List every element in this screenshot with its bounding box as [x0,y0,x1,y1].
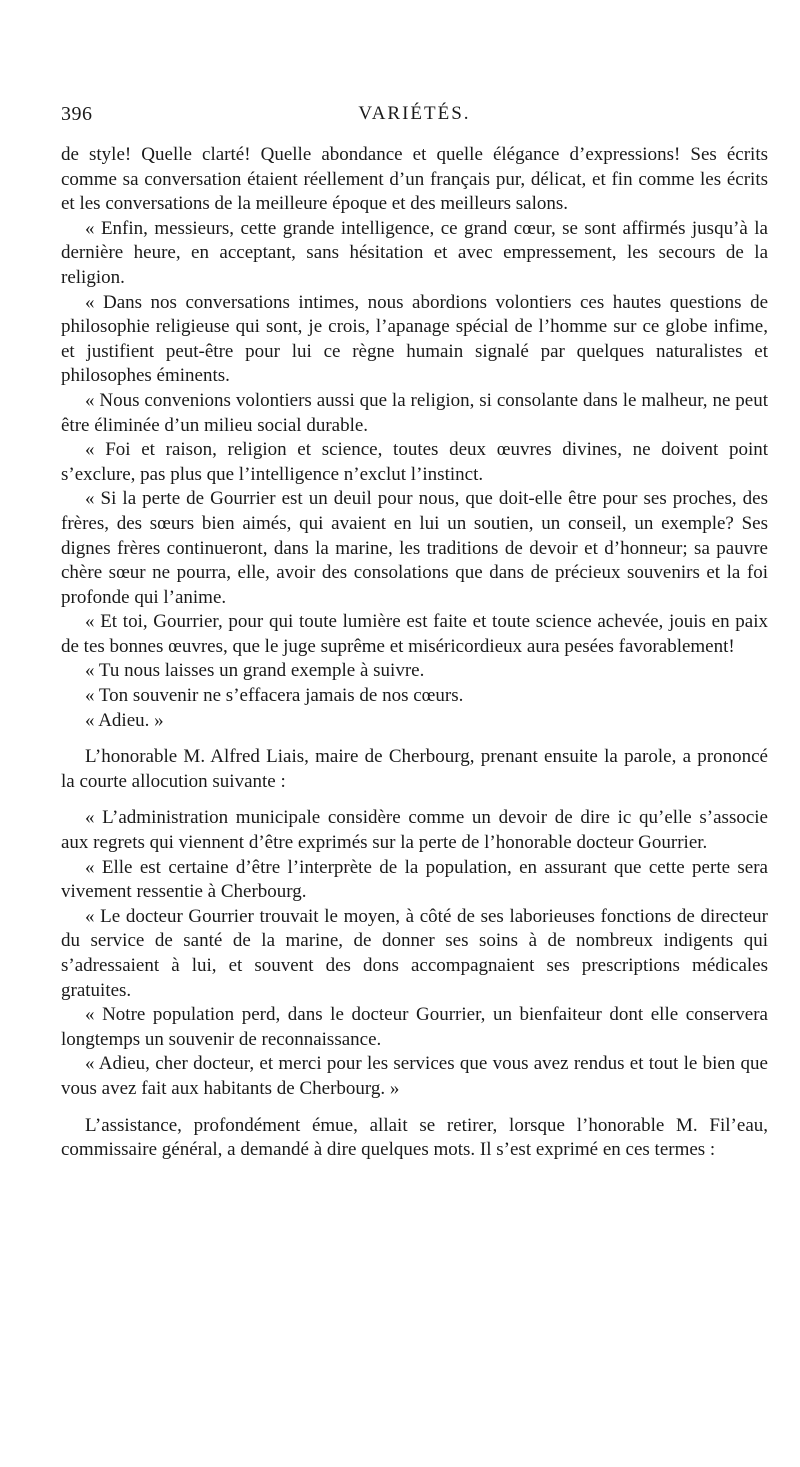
paragraph-faith-reason: « Foi et raison, religion et science, toutes deux œuvres divines, ne doivent point s’exclure, pas plus que l’intelligence n’exclut l’instinct. [61,439,768,485]
body-text [61,143,768,1163]
paragraph-affirmation: « Enfin, messieurs, cette grande intelligence, ce grand cœur, se sont affirmés jusqu’à la dernière heure, en acceptant, sans hésitation et avec empressement, les secours de la religion. [61,217,768,288]
paragraph-farewell-address: « Et toi, Gourrier, pour qui toute lumière est faite et toute science achevée, jouis en paix de tes bonnes œuvres, que le juge suprême et miséricordieux aura pesées favorablement! [61,611,768,657]
paragraph-memory: « Ton souvenir ne s’effacera jamais de nos cœurs. [85,685,464,707]
paragraph-assembly: L’assistance, profondément émue, allait se retirer, lorsque l’honorable M. Fil’eau, commissaire général, a demandé à dire quelques mots. Il s’est exprimé en ces termes : [61,1114,768,1161]
paragraph-charity: « Le docteur Gourrier trouvait le moyen, à côté de ses laborieuses fonctions de directeur du service de santé de la marine, de donner ses soins à de nombreux indigents qui s’adressaient à lui, et souvent des dons accompagnaient ses prescriptions médicales gratuites. [61,905,768,1001]
paragraph-conversations: « Dans nos conversations intimes, nous abordions volontiers ces hautes questions de philosophie religieuse qui sont, je crois, l’apanage spécial de l’homme sur ce globe infime, et justifient peut-être pour lui ce règne humain signalé par quelques naturalistes et philosophes éminents. [61,291,768,387]
paragraph-benefactor: « Notre population perd, dans le docteur Gourrier, un bienfaiteur dont elle conservera longtemps un souvenir de reconnaissance. [61,1004,768,1050]
running-head: VARIÉTÉS. [358,103,471,124]
page-header [61,103,768,133]
paragraph-family: « Si la perte de Gourrier est un deuil pour nous, que doit-elle être pour ses proches, des frères, des sœurs bien aimés, qui avaient en lui un soutien, un conseil, un exemple? Ses dignes frères continueront, dans la marine, les traditions de devoir et d’honneur; sa pauvre chère sœur ne pourra, elle, avoir des consolations que dans de précieux souvenirs et la foi profonde qui l’anime. [61,488,768,608]
paragraph-administration: « L’administration municipale considère comme un devoir de dire ic qu’elle s’associe aux regrets qui viennent d’être exprimés sur la perte de l’honorable docteur Gourrier. [61,807,768,854]
paragraph-continuation: de style! Quelle clarté! Quelle abondance et quelle élégance d’expressions! Ses écrits comme sa conversation étaient réellement d’un français pur, délicat, et fin comme les écrits et les conversations de la meilleure époque et des meilleurs salons. [61,144,768,215]
paragraph-example: « Tu nous laisses un grand exemple à suivre. [85,660,425,682]
paragraph-religion: « Nous convenions volontiers aussi que la religion, si consolante dans le malheur, ne peut être éliminée d’un milieu social durable. [61,389,768,436]
page-number: 396 [61,103,93,125]
paragraph-mayor-intro: L’honorable M. Alfred Liais, maire de Cherbourg, prenant ensuite la parole, a prononcé la courte allocution suivante : [61,746,768,792]
paragraph-population: « Elle est certaine d’être l’interprète de la population, en assurant que cette perte sera vivement ressentie à Cherbourg. [61,856,768,903]
paragraph-adieu: « Adieu. » [85,709,164,731]
paragraph-goodbye: « Adieu, cher docteur, et merci pour les services que vous avez rendus et tout le bien que vous avez fait aux habitants de Cherbourg. » [61,1053,768,1099]
